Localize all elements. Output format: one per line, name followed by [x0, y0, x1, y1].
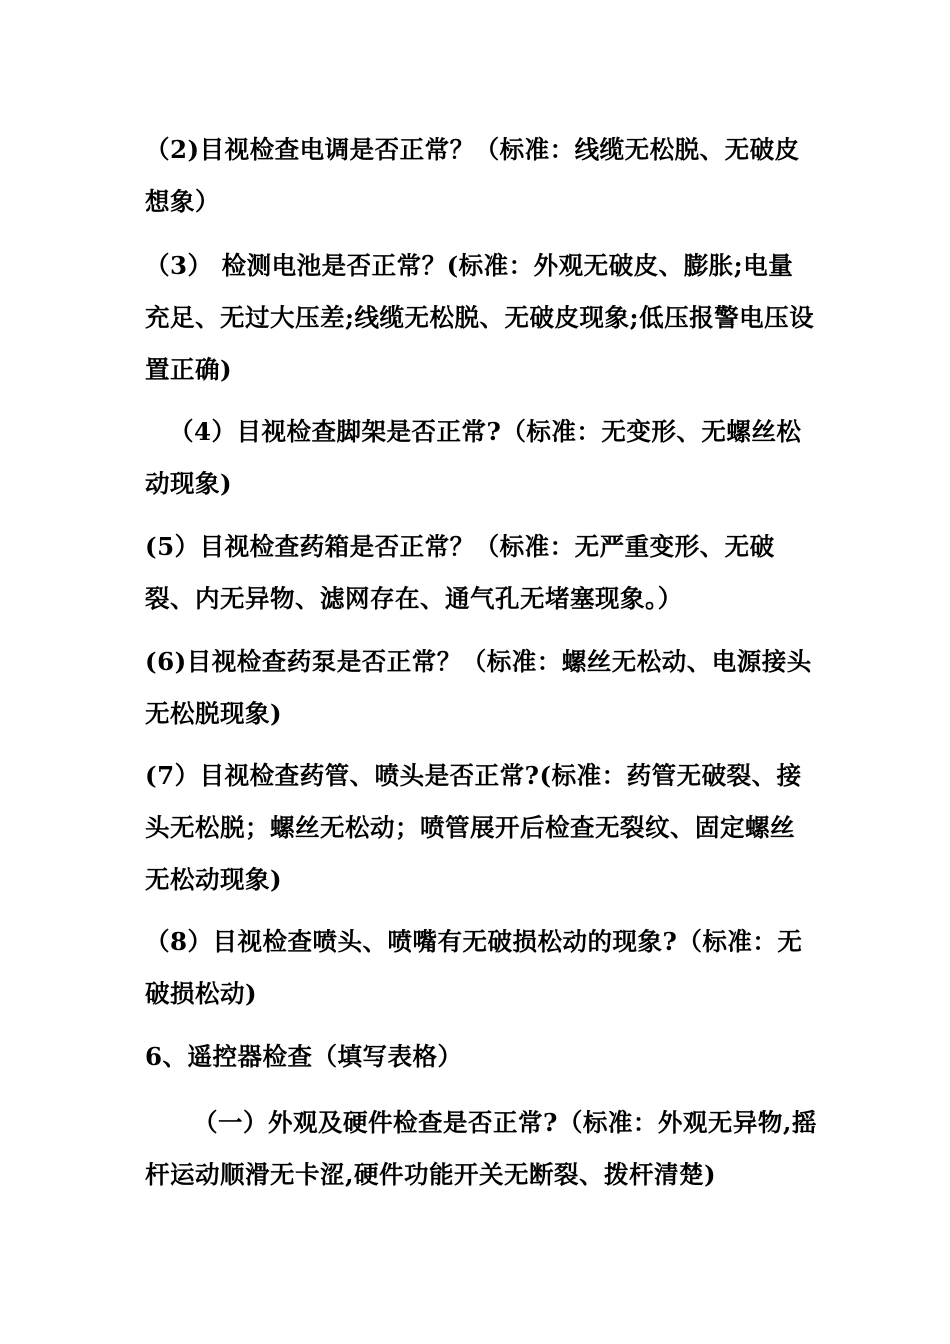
paragraph-tank-check: (5）目视检查药箱是否正常？（标准：无严重变形、无破裂、内无异物、滤网存在、通气孔无堵塞现象。） [145, 532, 775, 613]
paragraph-landing-gear-check: （4）目视检查脚架是否正常?（标准：无变形、无螺丝松动现象) [145, 417, 802, 498]
paragraph-appearance-hardware-check: （一）外观及硬件检查是否正常?（标准：外观无异物,摇杆运动顺滑无卡涩,硬件功能开关无断裂、拨杆清楚) [145, 1108, 817, 1189]
paragraph-nozzle-damage-check: （8）目视检查喷头、喷嘴有无破损松动的现象?（标准：无破损松动) [145, 927, 803, 1008]
paragraph-esc-check: （2)目视检查电调是否正常？（标准：线缆无松脱、无破皮想象） [145, 135, 800, 216]
section-heading-remote-controller: 6、遥控器检查（填写表格） [145, 1042, 463, 1071]
paragraph-pipe-nozzle-check: (7）目视检查药管、喷头是否正常?(标准：药管无破裂、接头无松脱；螺丝无松动；喷管展开后检查无裂纹、固定螺丝无松动现象) [145, 761, 802, 894]
paragraph-battery-check: （3） 检测电池是否正常？(标准：外观无破皮、膨胀;电量充足、无过大压差;线缆无松脱、无破皮现象;低压报警电压设置正确) [145, 251, 815, 384]
paragraph-pump-check: (6)目视检查药泵是否正常？（标准：螺丝无松动、电源接头无松脱现象) [145, 647, 812, 728]
